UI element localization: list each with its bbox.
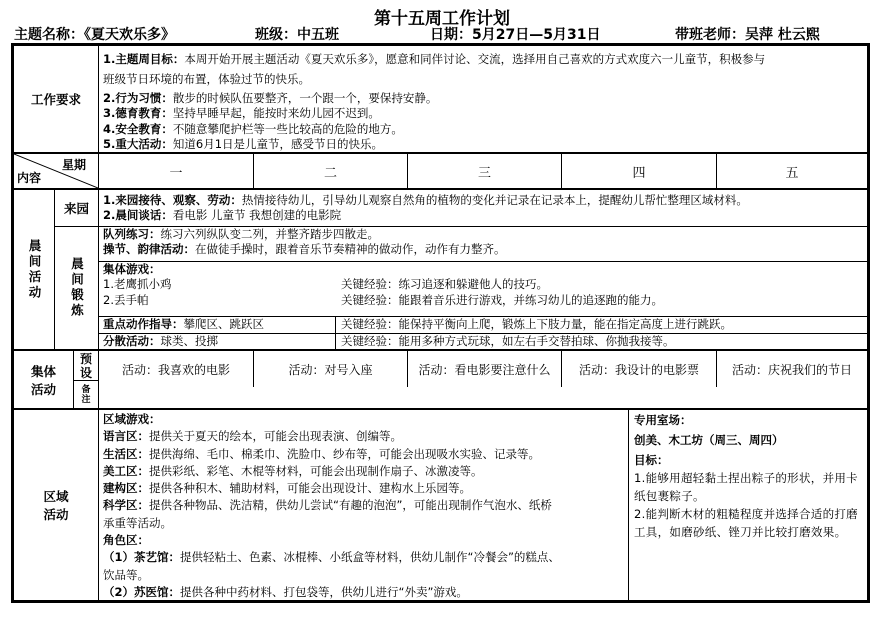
area-line: 生活区：提供海绵、毛巾、棉柔巾、洗脸巾、纱布等，可能会出现吸水实验、记录等。	[103, 446, 540, 461]
area-line: 承重等活动。	[103, 515, 172, 530]
queue-exercise-content	[98, 226, 867, 261]
requirement-line: 班级节日环境的布置，体验过节的快乐。	[103, 72, 310, 87]
role-line: （2）苏医馆：提供各种中药材料、打包袋等，供幼儿进行“外卖”游戏。	[103, 584, 468, 599]
note-content	[98, 387, 867, 408]
requirement-line: 1.主题周目标：本周开始开展主题活动《夏天欢乐多》，愿意和同伴讨论、交流，选择用自己喜欢的方式欢度六一儿童节，积极参与	[103, 52, 766, 66]
area-games-content	[98, 408, 628, 600]
area-games-head: 区域游戏：	[103, 412, 161, 426]
content-header: 内容	[17, 171, 42, 185]
activity-friday: 活动：庆祝我们的节日	[716, 349, 867, 387]
special-room-head: 专用室场：	[634, 413, 692, 427]
requirement-line: 5.重大活动：知道6月1日是儿童节，感受节日的快乐。	[103, 137, 384, 152]
goal-1: 1.能够用超轻黏土捏出粽子的形状，并用卡纸包裹粽子。	[634, 471, 858, 503]
group-activities-label: 集体活动	[14, 349, 73, 408]
split-activity-row: 分散活动：球类、投掷 关键经验：能用多种方式玩球，如左右手交替拍球、你抛我接等。	[98, 333, 867, 349]
activity-tuesday: 活动：对号入座	[253, 349, 407, 387]
role-line: 饮品等。	[103, 567, 149, 582]
activity-thursday: 活动：我设计的电影票	[561, 349, 716, 387]
requirements-label: 工作要求	[30, 92, 81, 107]
arrival-line: 1.来园接待、观察、劳动：热情接待幼儿，引导幼儿观察自然角的植物的变化并记录在记录本上，提醒幼儿帮忙整理区域材料。	[103, 193, 748, 207]
arrival-label: 来园	[54, 188, 98, 226]
date-range: 日期：5月27日—5月31日	[430, 27, 601, 43]
area-line: 语言区：提供关于夏天的绘本，可能会出现表演、创编等。	[103, 429, 402, 444]
day-tuesday: 二	[253, 152, 407, 188]
requirement-line: 3.德育教育：坚持早睡早起，能按时来幼儿园不迟到。	[103, 106, 380, 121]
role-area-head: 角色区：	[103, 533, 149, 548]
goal-2: 2.能判断木材的粗糙程度并选择合适的打磨工具，如磨砂纸、锉刀并比较打磨效果。	[634, 507, 858, 539]
teacher-names: 带班老师：吴萍 杜云熙	[675, 27, 820, 43]
special-room-content	[628, 408, 867, 600]
morning-activities-label: 晨间活动	[14, 188, 54, 349]
day-monday: 一	[98, 152, 253, 188]
role-line: （1）茶艺馆：提供轻粘土、色素、冰棍棒、小纸盒等材料，供幼儿制作“冷餐会”的糕点、	[103, 550, 560, 565]
requirement-line: 4.安全教育：不随意攀爬护栏等一些比较高的危险的地方。	[103, 121, 403, 136]
area-activities-label: 区域活动	[14, 408, 98, 600]
game-row: 1.老鹰抓小鸡 关键经验：练习追逐和躲避他人的技巧。	[103, 277, 548, 292]
preset-label: 预设	[73, 349, 98, 380]
activity-wednesday: 活动：看电影要注意什么	[407, 349, 561, 387]
day-wednesday: 三	[407, 152, 561, 188]
group-games-head: 集体游戏：	[103, 262, 161, 276]
focus-guidance-row: 重点动作指导：攀爬区、跳跃区 关键经验：能保持平衡向上爬，锻炼上下肢力量，能在指定高度上进行跳跃。	[98, 316, 867, 333]
class-name: 班级：中五班	[255, 27, 339, 43]
activity-monday: 活动：我喜欢的电影	[98, 349, 253, 387]
morning-exercise-label: 晨间锻炼	[54, 226, 98, 349]
weekday-header: 星期	[61, 158, 86, 172]
note-label: 备注	[73, 380, 98, 408]
day-friday: 五	[716, 152, 867, 188]
exercise-line: 操节、韵律活动：在做徒手操时，跟着音乐节奏精神的做动作，动作有力整齐。	[103, 242, 506, 257]
page-title: 第十五周工作计划	[374, 9, 510, 29]
plan-table	[11, 43, 870, 603]
weekday-corner-cell	[14, 152, 98, 188]
group-games-content	[98, 261, 867, 316]
area-line: 科学区：提供各种物品、洗洁精，供幼儿尝试“有趣的泡泡”，可能出现制作气泡水、纸桥	[103, 498, 552, 513]
game-row: 2.丢手帕 关键经验：能跟着音乐进行游戏，并练习幼儿的追逐跑的能力。	[103, 292, 663, 307]
column-divider	[335, 316, 336, 349]
arrival-content	[98, 188, 867, 226]
area-line: 建构区：提供各种积木、辅助材料，可能会出现设计、建构水上乐园等。	[103, 481, 471, 496]
theme-name: 主题名称：《夏天欢乐多》	[14, 27, 175, 43]
arrival-line: 2.晨间谈话：看电影 儿童节 我想创建的电影院	[103, 208, 342, 223]
area-line: 美工区：提供彩纸、彩笔、木棍等材料，可能会出现制作扇子、冰激凌等。	[103, 463, 483, 478]
requirement-line: 2.行为习惯：散步的时候队伍要整齐，一个跟一个，要保持安静。	[103, 90, 438, 105]
requirements-content	[98, 46, 867, 152]
day-thursday: 四	[561, 152, 716, 188]
queue-line: 队列练习：练习六列纵队变二列，并整齐踏步四散走。	[103, 227, 379, 241]
goal-head: 目标：	[634, 453, 669, 467]
special-room-name: 创美、木工坊（周三、周四）	[634, 433, 784, 447]
